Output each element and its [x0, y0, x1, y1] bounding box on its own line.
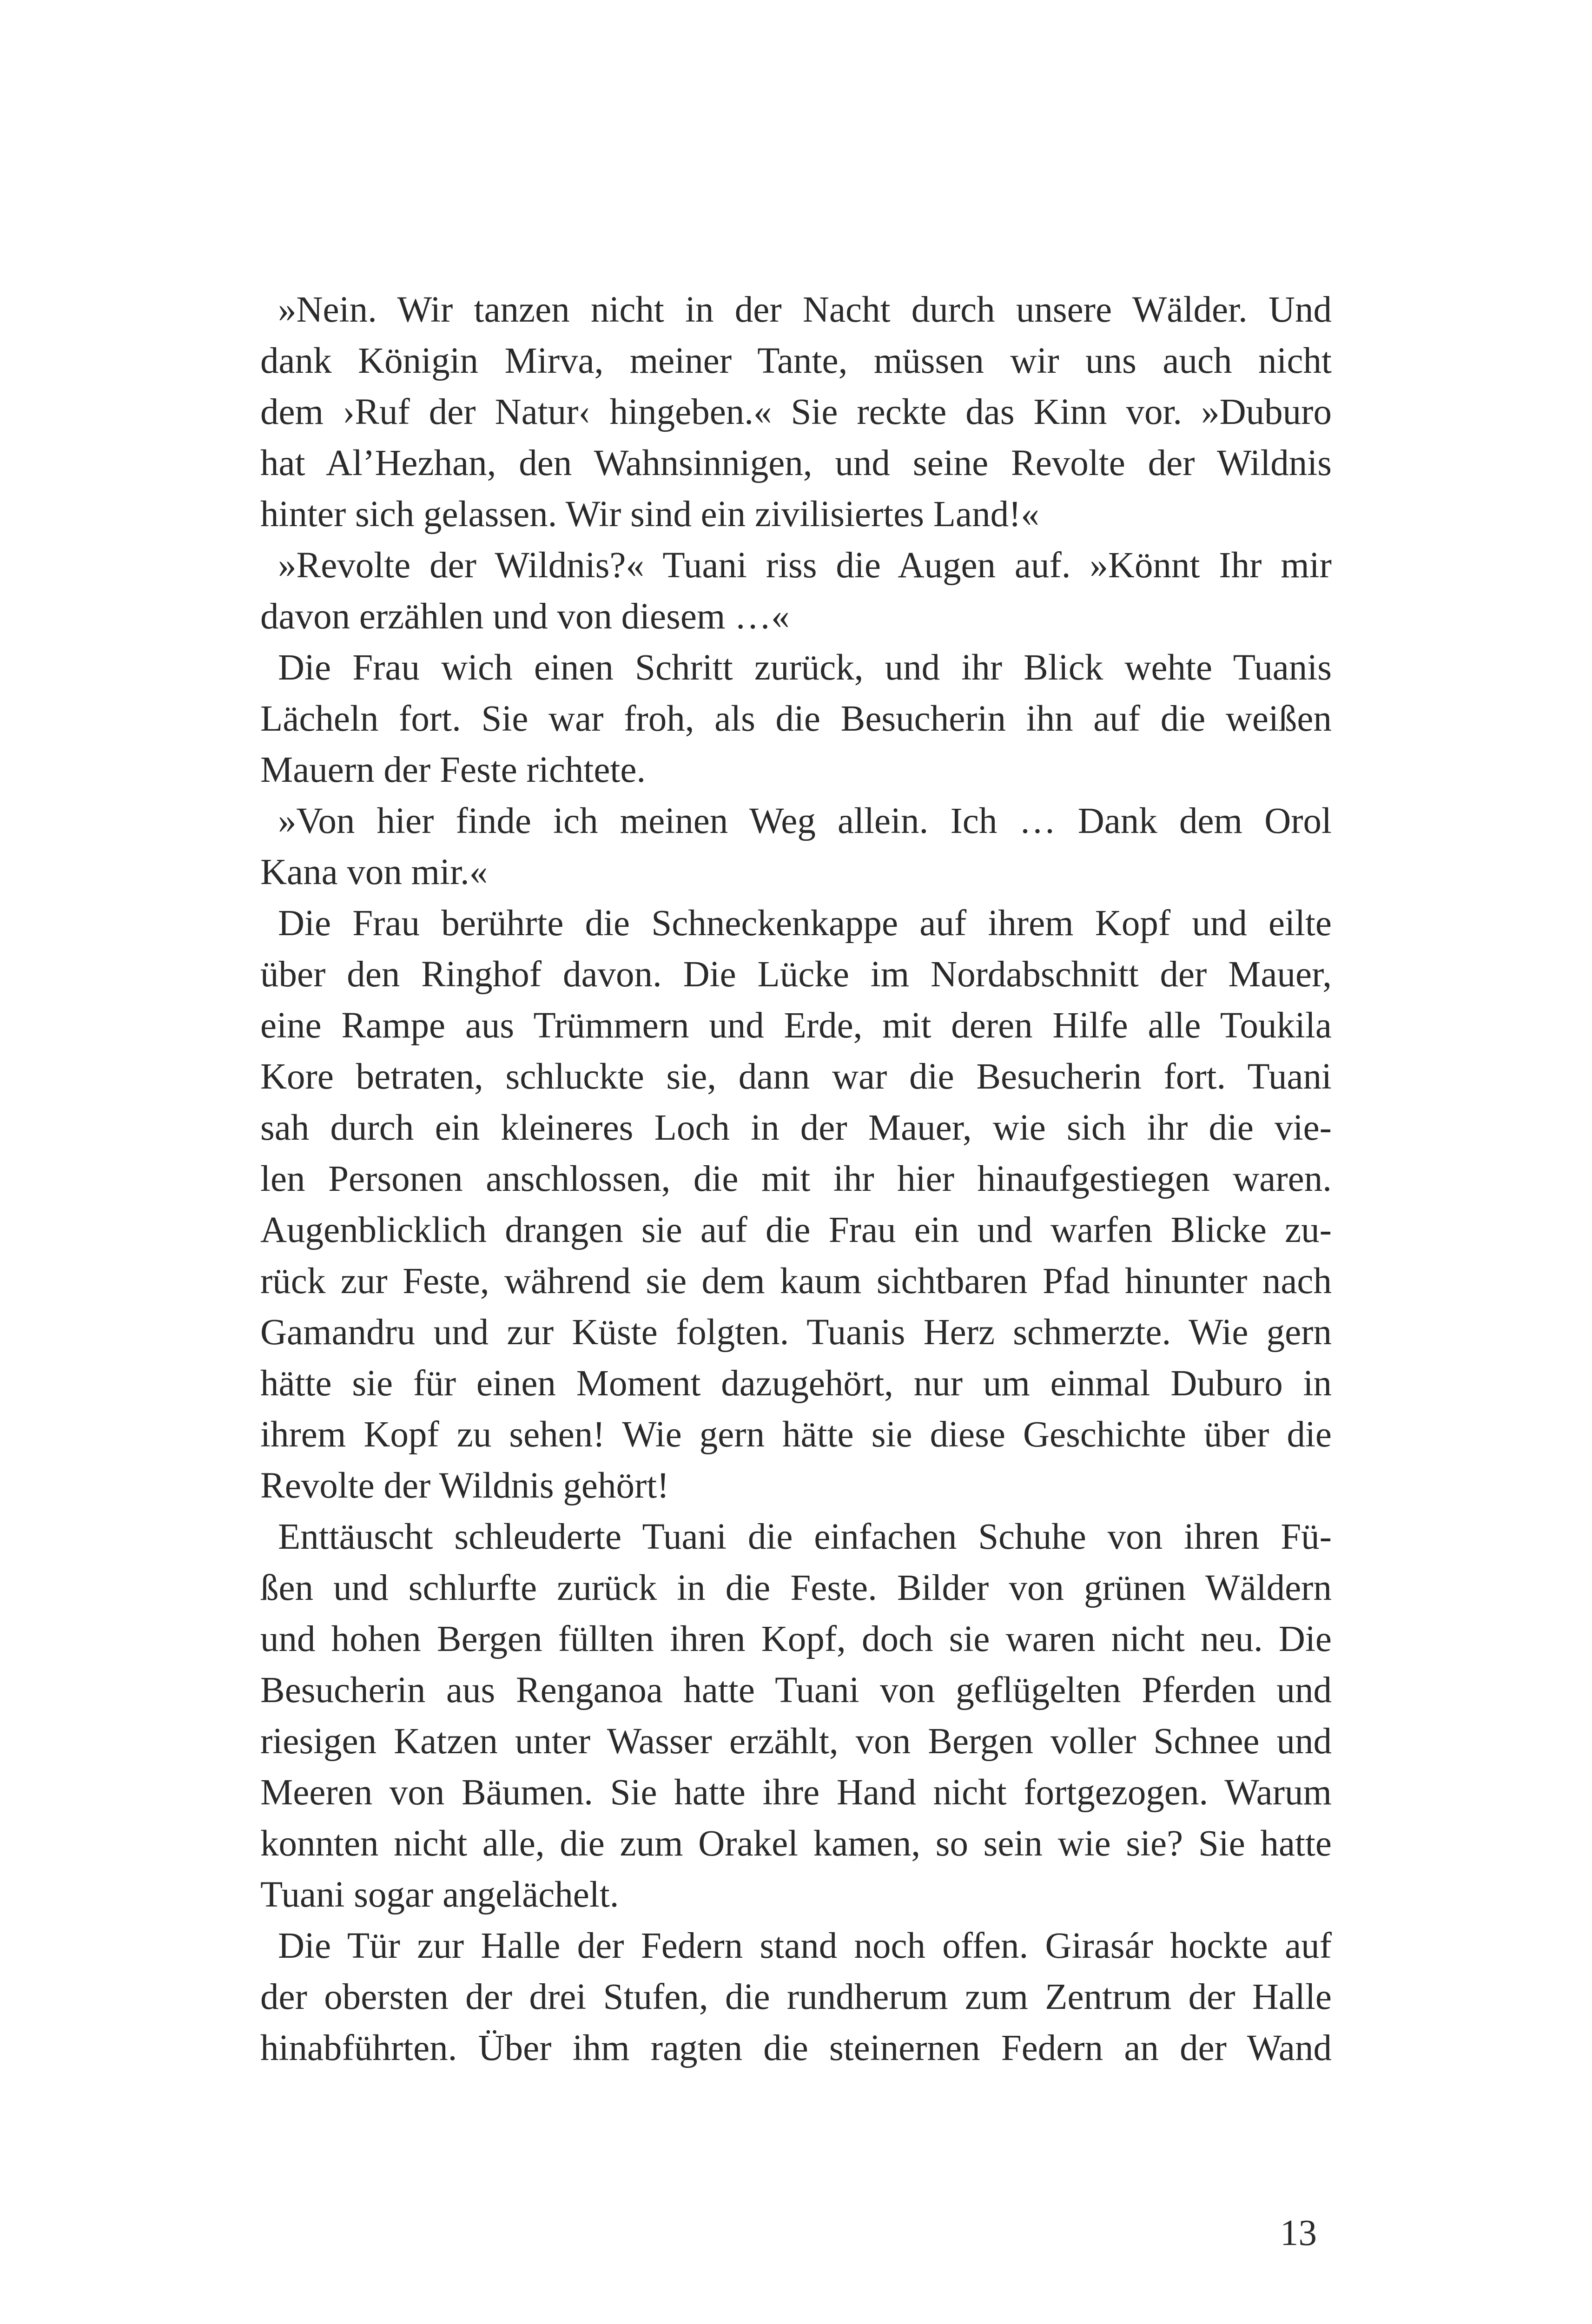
- text-line: Besucherin aus Renganoa hatte Tuani von geflügelten Pferden und: [260, 1670, 1332, 1710]
- text-line: »Von hier finde ich meinen Weg allein. Ich … Dank dem Orol: [278, 801, 1332, 841]
- text-line: hinabführten. Über ihm ragten die steinernen Federn an der Wand: [260, 2028, 1332, 2068]
- text-line: hinter sich gelassen. Wir sind ein zivilisiertes Land!«: [260, 494, 1039, 535]
- text-line: riesigen Katzen unter Wasser erzählt, von Bergen voller Schnee und: [260, 1721, 1332, 1762]
- text-line: Meeren von Bäumen. Sie hatte ihre Hand nicht fortgezogen. Warum: [260, 1772, 1332, 1813]
- text-line: hat Al’Hezhan, den Wahnsinnigen, und seine Revolte der Wildnis: [260, 443, 1332, 483]
- text-line: hätte sie für einen Moment dazugehört, nur um einmal Duburo in: [260, 1363, 1332, 1404]
- text-line: dem ›Ruf der Natur‹ hingeben.« Sie reckte das Kinn vor. »Duburo: [260, 392, 1332, 432]
- body-text: [260, 284, 1332, 2074]
- text-line: »Revolte der Wildnis?« Tuani riss die Augen auf. »Könnt Ihr mir: [278, 545, 1332, 586]
- text-line: »Nein. Wir tanzen nicht in der Nacht durch unsere Wälder. Und: [278, 290, 1332, 330]
- text-line: rück zur Feste, während sie dem kaum sichtbaren Pfad hinunter nach: [260, 1261, 1332, 1301]
- text-line: Augenblicklich drangen sie auf die Frau ein und warfen Blicke zu-: [260, 1210, 1332, 1250]
- text-line: len Personen anschlossen, die mit ihr hier hinaufgestiegen waren.: [260, 1159, 1332, 1199]
- text-line: eine Rampe aus Trümmern und Erde, mit deren Hilfe alle Toukila: [260, 1005, 1332, 1046]
- text-line: Kore betraten, schluckte sie, dann war die Besucherin fort. Tuani: [260, 1056, 1332, 1097]
- text-line: und hohen Bergen füllten ihren Kopf, doch sie waren nicht neu. Die: [260, 1619, 1332, 1659]
- text-line: Enttäuscht schleuderte Tuani die einfachen Schuhe von ihren Fü-: [278, 1517, 1332, 1557]
- text-line: der obersten der drei Stufen, die rundherum zum Zentrum der Halle: [260, 1977, 1332, 2017]
- text-line: dank Königin Mirva, meiner Tante, müssen wir uns auch nicht: [260, 341, 1332, 381]
- text-line: ßen und schlurfte zurück in die Feste. Bilder von grünen Wäldern: [260, 1568, 1332, 1608]
- page-number: 13: [1280, 2213, 1317, 2253]
- text-line: über den Ringhof davon. Die Lücke im Nordabschnitt der Mauer,: [260, 954, 1332, 995]
- text-line: Tuani sogar angelächelt.: [260, 1875, 619, 1915]
- text-line: Die Tür zur Halle der Federn stand noch offen. Girasár hockte auf: [278, 1926, 1332, 1966]
- text-line: Lächeln fort. Sie war froh, als die Besucherin ihn auf die weißen: [260, 699, 1332, 739]
- text-line: ihrem Kopf zu sehen! Wie gern hätte sie diese Geschichte über die: [260, 1414, 1332, 1455]
- text-line: Die Frau berührte die Schneckenkappe auf ihrem Kopf und eilte: [278, 903, 1332, 944]
- text-line: sah durch ein kleineres Loch in der Mauer, wie sich ihr die vie-: [260, 1108, 1332, 1148]
- text-line: konnten nicht alle, die zum Orakel kamen, so sein wie sie? Sie hatte: [260, 1823, 1332, 1864]
- text-line: Gamandru und zur Küste folgten. Tuanis Herz schmerzte. Wie gern: [260, 1312, 1332, 1353]
- text-line: Revolte der Wildnis gehört!: [260, 1466, 669, 1506]
- text-line: Kana von mir.«: [260, 852, 488, 892]
- text-line: davon erzählen und von diesem …«: [260, 596, 790, 637]
- text-line: Die Frau wich einen Schritt zurück, und ihr Blick wehte Tuanis: [278, 647, 1332, 688]
- text-line: Mauern der Feste richtete.: [260, 750, 646, 790]
